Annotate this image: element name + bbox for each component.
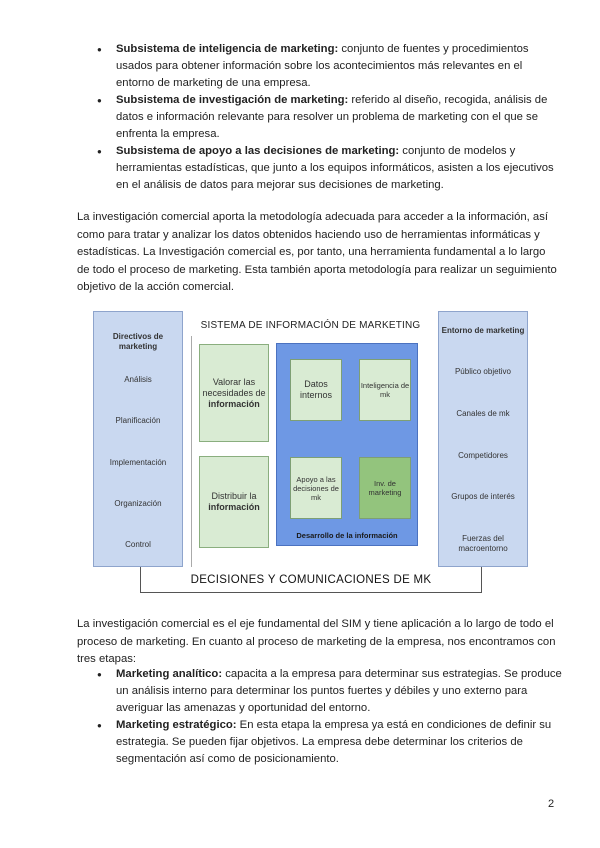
left-item: Control	[125, 540, 151, 549]
list-item: ● Subsistema de inteligencia de marketing: conjunto de fuentes y procedimientos usados para obtener información sobre los acontecimientos más relevantes en el entorno de marketing de una empresa.	[93, 41, 563, 92]
box-inteligencia: Inteligencia de mk	[359, 359, 411, 421]
left-item: Planificación	[115, 416, 161, 425]
right-column-header: Entorno de marketing	[441, 326, 525, 335]
stages-list	[93, 666, 563, 768]
list-item: ● Marketing estratégico: En esta etapa la empresa ya está en condiciones de definir su estrategia. Se pueden fijar objetivos. La empresa debe determinar los criterios de segmentación así como de posicionamiento.	[93, 717, 563, 768]
list-item: ● Subsistema de investigación de marketing: referido al diseño, recogida, análisis de datos e información relevante para resolver un problema de marketing con el que se enfrenta la empresa.	[93, 92, 563, 143]
box-investigacion: Inv. de marketing	[359, 457, 411, 519]
box-datos-internos: Datos internos	[290, 359, 342, 421]
right-item: Público objetivo	[454, 367, 512, 376]
left-column	[93, 311, 183, 567]
divider	[191, 336, 192, 567]
development-area	[276, 343, 418, 546]
page-number: 2	[548, 798, 555, 810]
box-distribuir: Distribuir la información	[199, 456, 269, 548]
paragraph-intro: La investigación comercial aporta la metodología adecuada para acceder a la información, así como para tratar y analizar los datos obtenidos haciendo uso de herramientas informáticas y estadísticas. La Investigación comercial es, por tanto, una herramienta fundamental a lo largo de todo el proceso de marketing. Esta también aporta metodología para realizar un seguimiento objetivo de la acción comercial.	[77, 211, 557, 293]
box-apoyo: Apoyo a las decisiones de mk	[290, 457, 342, 519]
right-item: Canales de mk	[456, 409, 510, 418]
left-column-header: Directivos de marketing	[112, 332, 164, 351]
list-item: ● Subsistema de apoyo a las decisiones de marketing: conjunto de modelos y herramientas estadísticas, que junto a los equipos informáticos, asisten a los ejecutivos en el análisis de datos para mejorar sus decisiones de marketing.	[93, 143, 563, 194]
right-item: Grupos de interés	[451, 492, 515, 501]
left-item: Análisis	[124, 375, 152, 384]
left-item: Organización	[114, 499, 162, 508]
left-item: Implementación	[109, 458, 167, 467]
subsystem-list	[93, 41, 563, 194]
list-item: ● Marketing analítico: capacita a la empresa para determinar sus estrategias. Se produce un análisis interno para determinar los puntos fuertes y débiles y uno externo para averiguar las amenazas y oportunidad del entorno.	[93, 666, 563, 717]
paragraph-stages: La investigación comercial es el eje fundamental del SIM y tiene aplicación a lo largo de todo el proceso de marketing. En cuanto al proceso de marketing de la empresa, nos encontramos con tres etapas:	[77, 618, 556, 665]
diagram-title: SISTEMA DE INFORMACIÓN DE MARKETING	[200, 320, 421, 331]
right-item: Competidores	[458, 451, 508, 460]
box-valorar: Valorar las necesidades de información	[199, 344, 269, 442]
right-column	[438, 311, 528, 567]
development-label: Desarrollo de la información	[296, 531, 398, 540]
sim-diagram	[93, 311, 528, 595]
decisions-label: DECISIONES Y COMUNICACIONES DE MK	[140, 567, 482, 593]
right-item: Fuerzas del macroentorno	[458, 534, 508, 553]
